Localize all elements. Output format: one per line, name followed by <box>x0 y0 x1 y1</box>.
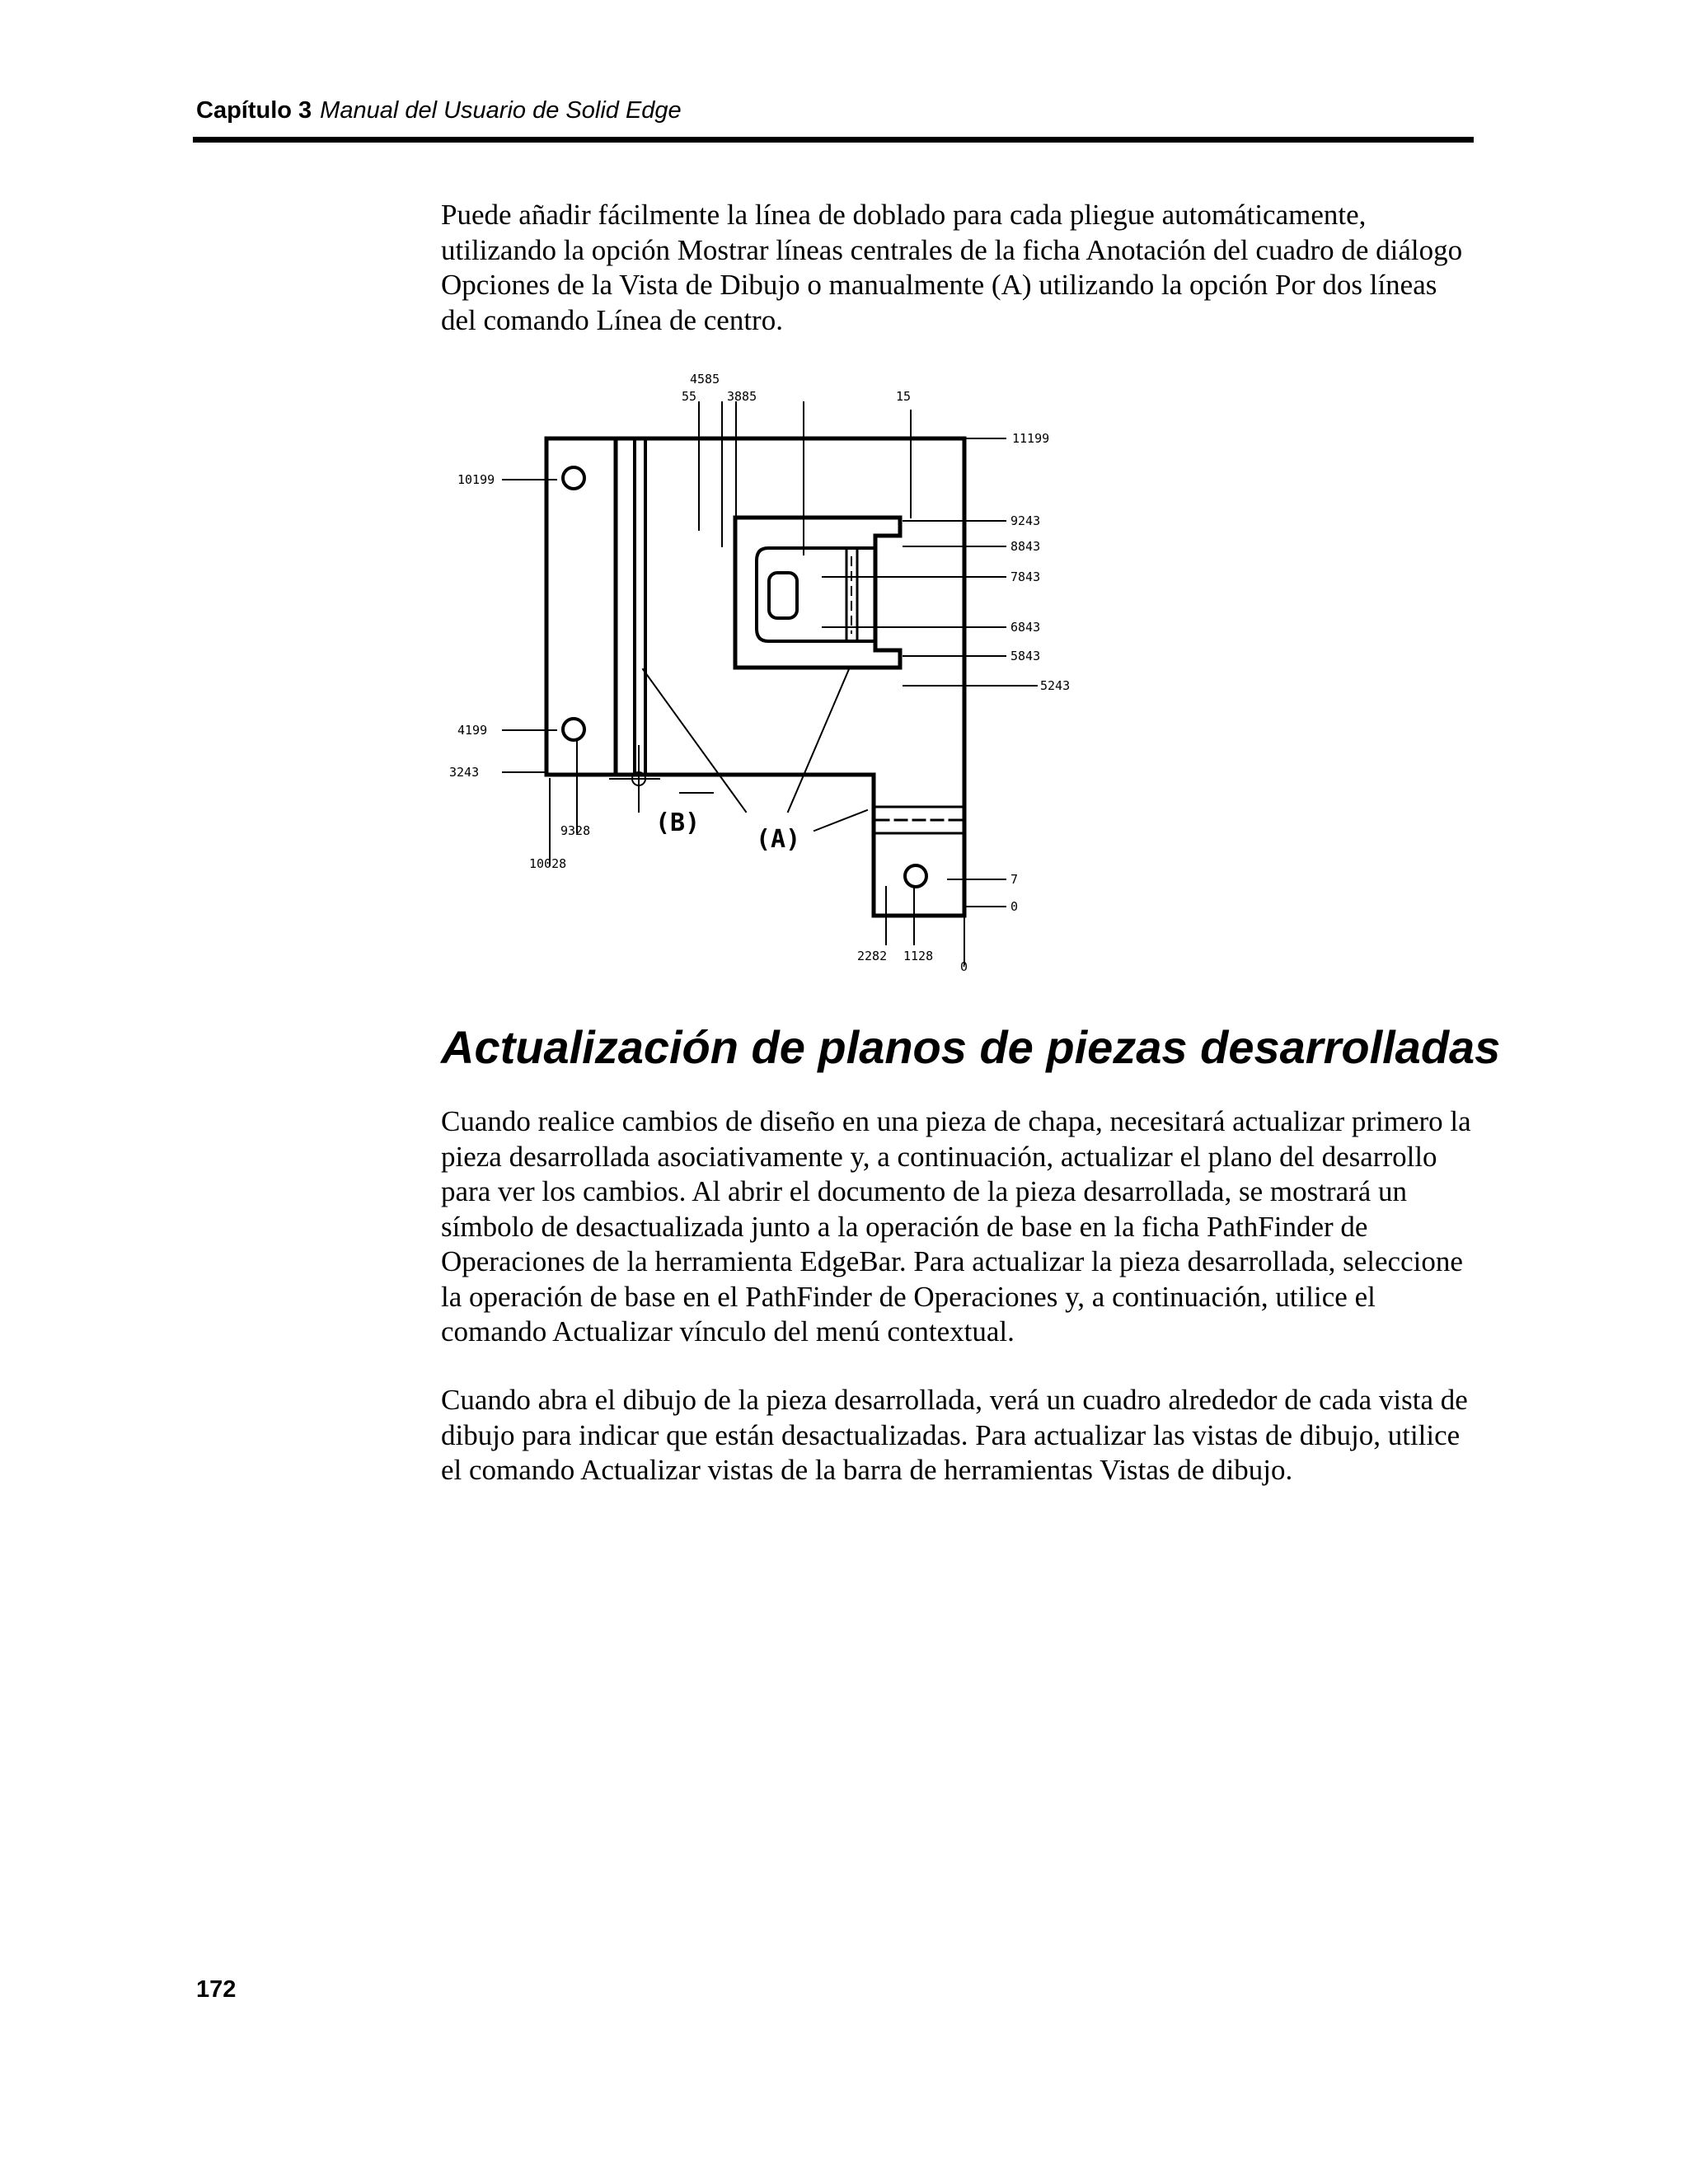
dim-label: 55 <box>682 389 697 404</box>
hole-bottom-left <box>563 719 584 740</box>
dim-label: 0 <box>960 959 968 972</box>
dim-label: 0 <box>1010 899 1019 914</box>
dim-label: 5243 <box>1040 678 1071 693</box>
dim-label: 10028 <box>529 856 567 871</box>
dim-label: 3243 <box>449 765 480 780</box>
running-header <box>196 97 682 124</box>
dim-label: 7843 <box>1010 569 1041 584</box>
dim-label: 5843 <box>1010 649 1041 663</box>
slot-hole <box>769 573 797 618</box>
dim-label: 2282 <box>857 949 888 963</box>
body-paragraph: Cuando realice cambios de diseño en una pieza de chapa, necesitará actualizar primero la pieza desarrollada asociativamente y, a continuación, actualizar el plano del desarrollo para ver los cambios. Al abrir el documento de la pieza desarrollada, se mostrará un símbolo de desactualizada junto a la operación de base en la ficha PathFinder de Operaciones de la herramienta EdgeBar. Para actualizar la pieza desarrollada, seleccione la operación de base en el PathFinder de Operaciones y, a continuación, utilice el comando Actualizar vínculo del menú contextual. <box>441 1105 1471 1347</box>
dim-label: 8843 <box>1010 539 1041 554</box>
hole-bottom-right <box>905 865 926 887</box>
book-title: Manual del Usuario de Solid Edge <box>320 97 682 124</box>
dim-label: 4585 <box>690 372 720 387</box>
hole-top-left <box>563 467 584 489</box>
section-heading: Actualización de planos de piezas desarrolladas <box>441 1021 1501 1073</box>
flat-pattern-drawing <box>445 363 1096 972</box>
dim-label: 4199 <box>457 723 488 738</box>
body-paragraph: Cuando abra el dibujo de la pieza desarrollada, verá un cuadro alrededor de cada vista de dibujo para indicar que están desactualizadas. Para actualizar las vistas de dibujo, utilice el comando Actualizar vistas de la barra de herramientas Vistas de dibujo. <box>441 1384 1468 1486</box>
dim-label: 10199 <box>457 472 495 487</box>
dim-label: 7 <box>1010 872 1019 887</box>
dim-label: 3885 <box>727 389 757 404</box>
callout-b: (B) <box>655 808 701 837</box>
dim-label: 9328 <box>560 823 591 838</box>
page-number: 172 <box>196 1976 237 2003</box>
header-rule <box>193 137 1474 143</box>
dim-label: 1128 <box>903 949 934 963</box>
dim-label: 15 <box>896 389 912 404</box>
drawing-svg <box>445 363 1096 972</box>
intro-paragraph: Puede añadir fácilmente la línea de doblado para cada pliegue automáticamente, utilizando la opción Mostrar líneas centrales de la ficha Anotación del cuadro de diálogo Opciones de la Vista de Dibujo o manualmente (A) utilizando la opción Por dos líneas del comando Línea de centro. <box>441 199 1463 336</box>
dim-label: 9243 <box>1010 513 1041 528</box>
dim-label: 6843 <box>1010 620 1041 635</box>
dim-label: 11199 <box>1012 431 1050 446</box>
callout-a: (A) <box>756 825 801 854</box>
chapter-label: Capítulo 3 <box>196 97 312 124</box>
